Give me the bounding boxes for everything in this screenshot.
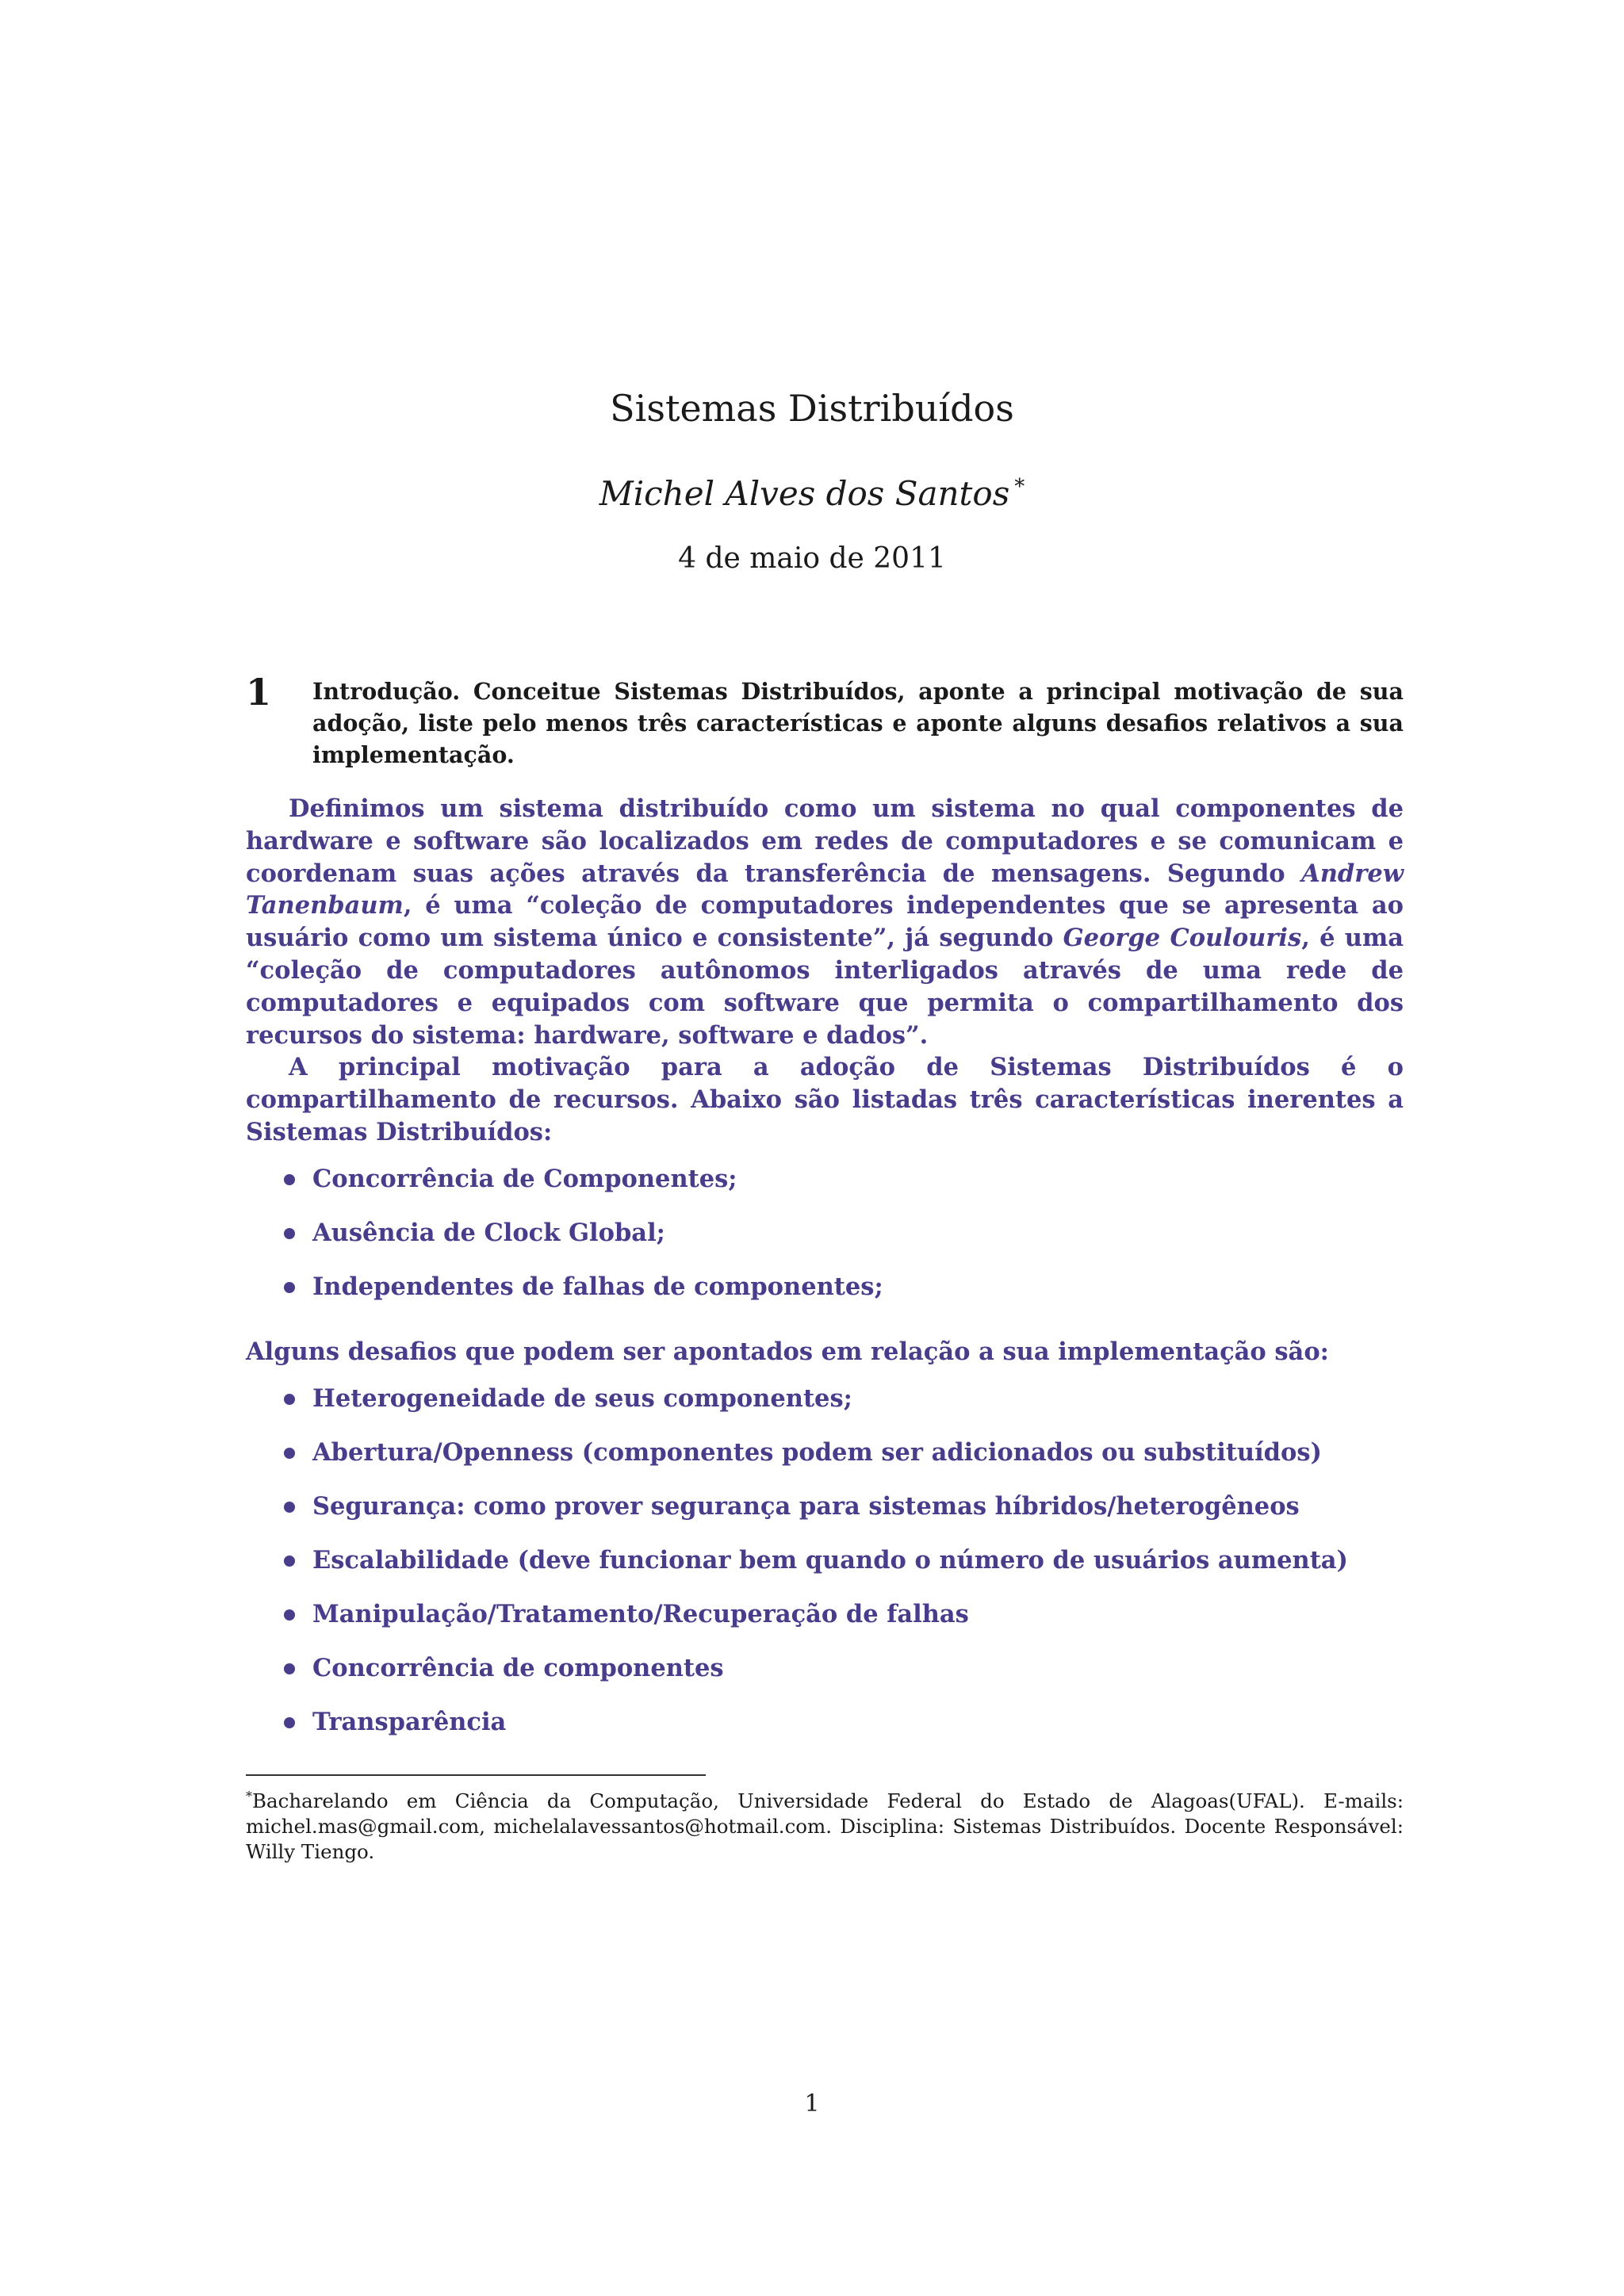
bullet-icon [284, 1174, 295, 1185]
list-item: Abertura/Openness (componentes podem ser adicionados ou substituídos) [246, 1437, 1404, 1490]
author-name-tanenbaum: Andrew Tanenbaum [246, 859, 1404, 920]
bullet-icon [284, 1228, 295, 1239]
author-line [0, 474, 1624, 513]
list-item: Independentes de falhas de componentes; [246, 1271, 1404, 1325]
footnote-text: Bacharelando em Ciência da Computação, Universidade Federal do Estado de Alagoas(UFAL). E-mails: michel.mas@gmail.com, michelalavessantos@hotmail.com. Disciplina: Sistemas Distribuídos. Docente Responsável: Willy Tiengo. [246, 1789, 1404, 1864]
document-date: 4 de maio de 2011 [678, 542, 946, 575]
list-item: Heterogeneidade de seus componentes; [246, 1383, 1404, 1437]
list-item: Manipulação/Tratamento/Recuperação de falhas [246, 1598, 1404, 1652]
document-title: Sistemas Distribuídos [610, 387, 1014, 430]
section-number: 1 [246, 671, 272, 714]
list-item: Ausência de Clock Global; [246, 1217, 1404, 1271]
bullet-icon [284, 1556, 295, 1567]
paragraph-motivation: A principal motivação para a adoção de Sistemas Distribuídos é o compartilhamento de recursos. Abaixo são listadas três características inerentes a Sistemas Distribuídos: [246, 1053, 1404, 1146]
author-name: Michel Alves dos Santos [599, 474, 1010, 513]
bullet-icon [284, 1609, 295, 1621]
list-item: Concorrência de Componentes; [246, 1163, 1404, 1217]
characteristics-list [246, 1163, 1404, 1325]
footnote-divider [246, 1774, 706, 1776]
bullet-icon [284, 1394, 295, 1405]
challenges-list [246, 1383, 1404, 1760]
bullet-icon [284, 1717, 295, 1728]
paragraph-definition-part2: , é uma “coleção de computadores independentes que se apresenta ao usuário como um sistema único e consistente”, já segundo [246, 891, 1404, 953]
bullet-icon [284, 1448, 295, 1459]
list-item: Transparência [246, 1706, 1404, 1760]
author-name-coulouris: George Coulouris [1063, 924, 1302, 953]
list-item: Concorrência de componentes [246, 1652, 1404, 1706]
paragraph-definition-part3: , é uma “coleção de computadores autônomos interligados através de uma rede de computadores e equipados com software que permita o compartilhamento dos recursos do sistema: hardware, software e dados”. [246, 924, 1404, 1050]
footnote [246, 1784, 1404, 1865]
paragraph-definition-part1: Definimos um sistema distribuído como um sistema no qual componentes de hardware e software são localizados em redes de computadores e se comunicam e coordenam suas ações através da transferência de mensagens. Segundo [246, 794, 1404, 888]
section-question: Introdução. Conceitue Sistemas Distribuídos, aponte a principal motivação de sua adoção, liste pelo menos três características e aponte alguns desafios relativos a sua implementação. [312, 678, 1404, 768]
author-footnote-mark[interactable]: * [1014, 475, 1025, 499]
section-heading [246, 671, 1404, 771]
bullet-icon [284, 1502, 295, 1513]
footnote-mark: * [246, 1789, 252, 1804]
paragraph-definition [246, 793, 1404, 1051]
page-number: 1 [804, 2090, 820, 2118]
list-item: Segurança: como prover segurança para sistemas híbridos/heterogêneos [246, 1490, 1404, 1544]
answer-body [246, 793, 1404, 1771]
bullet-icon [284, 1663, 295, 1674]
bullet-icon [284, 1282, 295, 1293]
list-item: Escalabilidade (deve funcionar bem quando o número de usuários aumenta) [246, 1544, 1404, 1598]
challenges-intro: Alguns desafios que podem ser apontados em relação a sua implementação são: [246, 1337, 1329, 1366]
